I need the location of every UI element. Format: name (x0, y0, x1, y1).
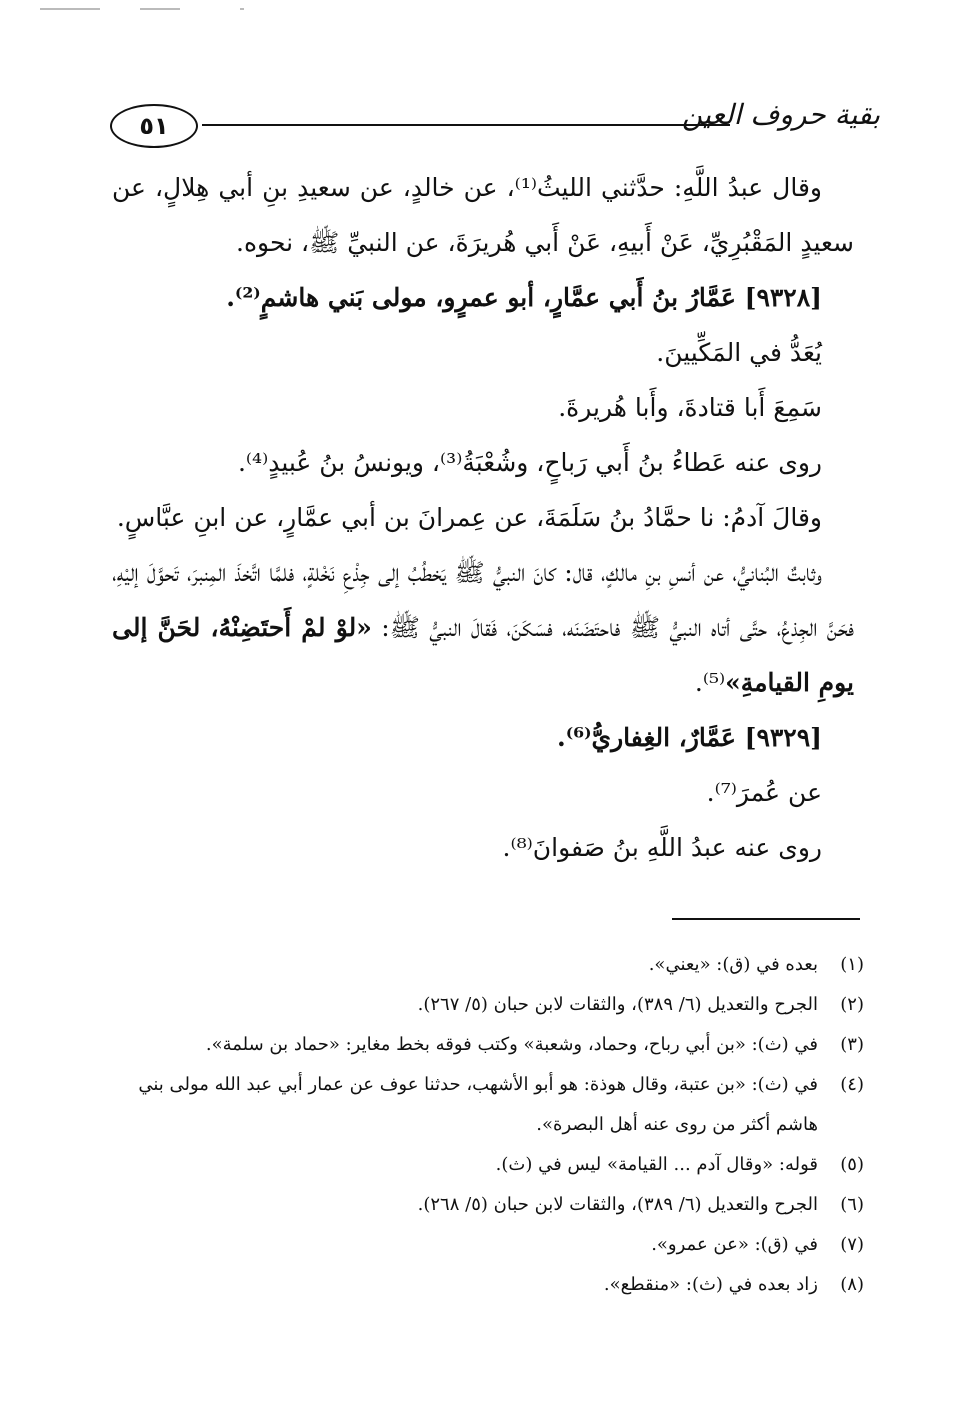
entry-heading-9328: [٩٣٢٨] عَمَّارُ بنُ أَبي عمَّارٍ، أبو عمرٍو، مولى بَني هاشمٍ⁽²⁾. (226, 283, 822, 312)
paragraph: يُعَدُّ في المَكِّيينَ. (656, 338, 822, 367)
hadith-text: وثابتٌ البُنانيُّ، عن أنسِ بنِ مالكٍ، قال: كانَ النبيُّ ﷺ يَخطُبُ إلى جِذْعِ نَخْلةٍ، فلمَّا اتَّخذَ المِنبرَ، تَحوَّلَ إليْهِ، فحَنَّ الجِذعُ، حتَّى أتاه النبيُّ ﷺ فاحتَضَنَه، فسَكَنَ، فَقالَ النبيُّ ﷺ: (112, 558, 854, 642)
footnote-item (112, 1065, 864, 1145)
entry-heading-9329: [٩٣٢٩] عَمَّارٌ، الغِفاريُّ⁽⁶⁾. (556, 723, 822, 752)
footnote-item (112, 1185, 864, 1225)
footnote-number: (٥) (840, 1154, 864, 1175)
paragraph: سَمِعَ أَبا قتادةَ، وأَبا هُريرةَ. (558, 393, 822, 422)
main-text (112, 160, 854, 875)
footnote-text: الجرح والتعديل (٦/ ٣٨٩)، والثقات لابن حبان (٥/ ٢٦٧). (417, 994, 818, 1015)
footnote-number: (٣) (840, 1034, 864, 1055)
footnotes (112, 945, 864, 1305)
footnote-text: في (ث): «بن عتبة، وقال هوذة: هو أبو الأشهب، حدثنا عوف عن عمار أبي عبد الله مولى بني هاشم أكثر من روى عنه أهل البصرة». (138, 1074, 818, 1135)
page-number: ٥١ (110, 104, 198, 148)
footnote-text: قوله: «وقال آدم ... القيامة» ليس في (ث). (495, 1154, 818, 1175)
footnote-ref: ⁽⁵⁾. (694, 668, 726, 697)
footnote-item (112, 1225, 864, 1265)
footnote-text: في (ق): «عن عمرو». (651, 1234, 818, 1255)
paragraph: وقالَ آدمُ: نا حمَّادُ بنُ سَلَمَةَ، عن عِمرانَ بن أبي عمَّارٍ، عن ابنِ عبَّاسٍ. (116, 503, 822, 532)
paragraph: روى عنه عبدُ اللَّهِ بنُ صَفوانَ⁽⁸⁾. (502, 833, 822, 862)
footnote-text: الجرح والتعديل (٦/ ٣٨٩)، والثقات لابن حبان (٥/ ٢٦٨). (417, 1194, 818, 1215)
footnote-number: (٢) (840, 994, 864, 1015)
footnote-item (112, 1145, 864, 1185)
paragraph (112, 545, 854, 710)
prophetic-quote: «لوْ لمْ أَحتَضِنْهُ، لحَنَّ إلى يومِ القيامةِ» (112, 613, 854, 697)
footnote-text: في (ث): «بن أبي رباح، وحماد، وشعبة» وكتب فوقه بخط مغاير: «حماد بن سلمة». (205, 1034, 818, 1055)
footnote-number: (٦) (840, 1194, 864, 1215)
footnote-item (112, 1265, 864, 1305)
running-title: بقية حروف العين (681, 98, 880, 131)
footnote-number: (٨) (840, 1274, 864, 1295)
scan-marks (0, 8, 969, 14)
footnote-item (112, 985, 864, 1025)
footnote-item (112, 1025, 864, 1065)
paragraph: عن عُمرَ⁽⁷⁾. (706, 778, 822, 807)
footnote-text: بعده في (ق): «يعني». (648, 954, 818, 975)
footnote-item (112, 945, 864, 985)
paragraph: روى عنه عَطاءُ بنُ أَبي رَباحٍ، وشُعْبَةُ⁽³⁾، ويونسُ بنُ عُبيدٍ⁽⁴⁾. (237, 448, 822, 477)
footnote-text: زاد بعده في (ث): «منقطع». (603, 1274, 818, 1295)
header-rule (202, 124, 730, 126)
page-header (100, 98, 880, 154)
footnote-number: (٧) (840, 1234, 864, 1255)
footnote-separator (672, 918, 860, 920)
footnote-number: (٤) (840, 1074, 864, 1095)
paragraph: وقال عبدُ اللَّهِ: حدَّثني الليثُ⁽¹⁾، عن خالدٍ، عن سعيدِ بنِ أبي هِلالٍ، عن سعيدٍ المَقْبُرِيِّ، عَنْ أَبيهِ، عَنْ أَبي هُريرَةَ، عن النبيِّ ﷺ، نحوه. (112, 173, 854, 257)
footnote-number: (١) (840, 954, 864, 975)
